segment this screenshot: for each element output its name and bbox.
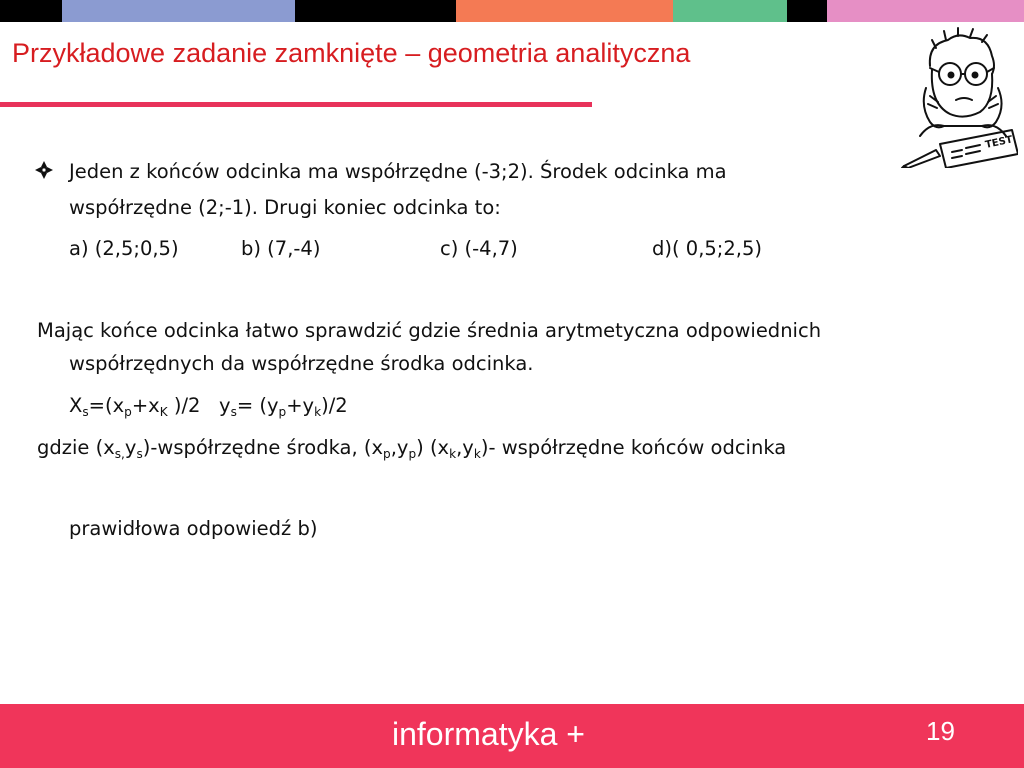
- strip-segment: [62, 0, 295, 22]
- option-a: a) (2,5;0,5): [69, 237, 179, 260]
- page-number: 19: [926, 716, 955, 746]
- question-line-1: Jeden z końców odcinka ma współrzędne (-3;2). Środek odcinka ma: [69, 160, 727, 183]
- midpoint-formula: $X_s=(x_p+x_K$ )/2 $y_s= (y_p+y_k)/2$: [69, 394, 348, 420]
- strip-segment: [0, 0, 62, 22]
- option-c: c) (-4,7): [440, 237, 518, 260]
- slide-title: Przykładowe zadanie zamknięte – geometria analityczna: [12, 38, 691, 68]
- strip-segment: [827, 0, 1024, 22]
- student-test-icon: [900, 26, 1018, 168]
- strip-segment: [456, 0, 673, 22]
- title-underline: [0, 102, 592, 107]
- diamond-bullet-icon: [34, 160, 54, 180]
- strip-segment: [295, 0, 456, 22]
- question-line-2: współrzędne (2;-1). Drugi koniec odcinka to:: [69, 196, 501, 219]
- footer-label: informatyka +: [392, 716, 585, 752]
- explanation-line-1: Mając końce odcinka łatwo sprawdzić gdzie średnia arytmetyczna odpowiednich: [37, 319, 822, 342]
- symbol-definition: gdzie $(x_{s,}y_s)$-współrzędne środka, $(x_p,y_p)$ $(x_k,y_k)-$ współrzędne końców odcinka: [37, 436, 787, 462]
- test-word: TEST: [984, 134, 1014, 151]
- strip-segment: [673, 0, 787, 22]
- explanation-line-2: współrzędnych da współrzędne środka odcinka.: [69, 352, 534, 375]
- correct-answer: prawidłowa odpowiedź b): [69, 517, 318, 540]
- top-color-strip: [0, 0, 1024, 22]
- option-d: d)( 0,5;2,5): [652, 237, 762, 260]
- strip-segment: [787, 0, 827, 22]
- option-b: b) (7,-4): [241, 237, 321, 260]
